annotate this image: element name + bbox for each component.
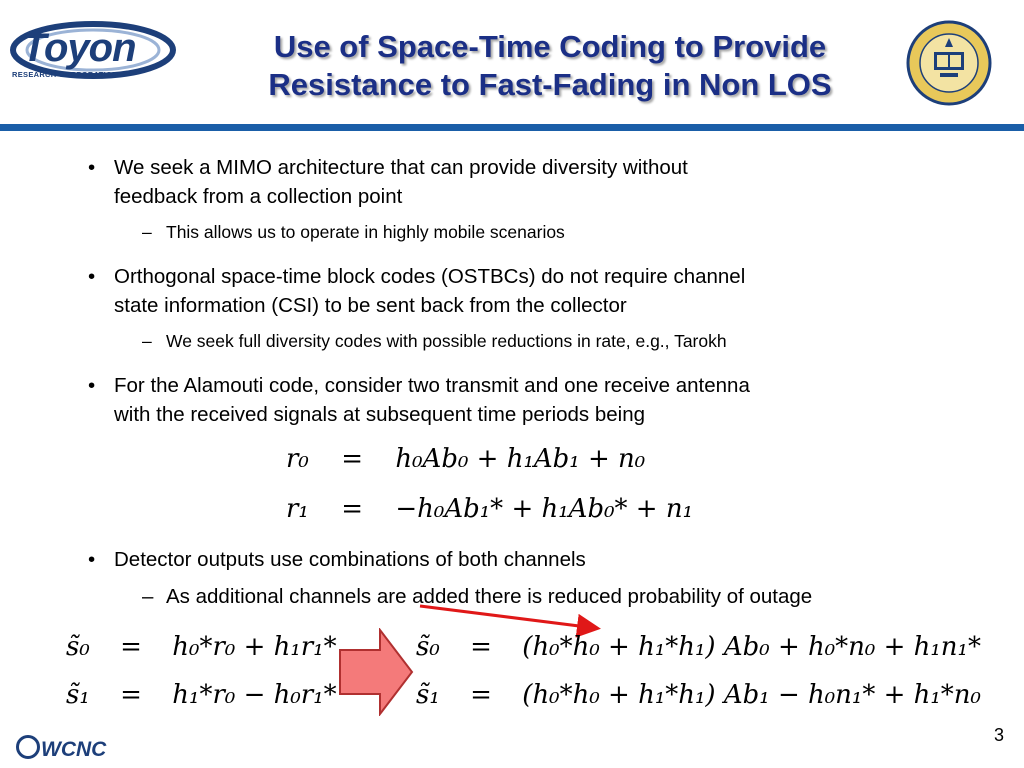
university-seal-icon (904, 20, 994, 106)
bullet-marker: • (88, 265, 96, 288)
equation-lhs: s̃₁ (66, 680, 90, 710)
bullet-line: state information (CSI) to be sent back from the collector (114, 294, 627, 317)
bullet-item (88, 262, 948, 322)
equation-rhs: h₀*r₀ + h₁r₁* (172, 632, 337, 662)
wcnc-ring-icon (16, 735, 40, 759)
bullet-marker: • (88, 374, 96, 397)
bullet-marker: • (88, 548, 96, 571)
dash-marker: – (142, 222, 152, 242)
equation-s1-detector (66, 680, 337, 710)
equation-equals: = (120, 632, 142, 662)
equation-lhs: s̃₁ (416, 680, 440, 710)
sub-bullet-item (142, 329, 1002, 355)
equation-s0-detector (66, 632, 337, 662)
equation-lhs: r₁ (286, 494, 309, 524)
bullet-item (88, 545, 948, 575)
logo-wordmark: Toyon (22, 26, 136, 70)
equation-rhs: h₀Ab₀ + h₁Ab₁ + n₀ (395, 444, 646, 474)
bullet-item (88, 153, 948, 213)
equation-equals: = (470, 680, 492, 710)
equation-equals: = (120, 680, 142, 710)
logo-subtitle: RESEARCH CORPORATION (12, 70, 118, 79)
equation-equals: = (470, 632, 492, 662)
slide-title (200, 28, 900, 104)
bullet-text (114, 153, 934, 211)
bullet-line: For the Alamouti code, consider two transmit and one receive antenna (114, 374, 750, 397)
dash-marker: – (142, 585, 154, 608)
equation-s1-expanded (416, 680, 981, 710)
header-divider (0, 124, 1024, 131)
title-line-2: Resistance to Fast-Fading in Non LOS (268, 67, 832, 102)
sub-bullet-text: This allows us to operate in highly mobile scenarios (166, 222, 565, 242)
bullet-item (88, 371, 948, 431)
equation-rhs: −h₀Ab₁* + h₁Ab₀* + n₁ (395, 494, 693, 524)
equation-equals: = (341, 494, 364, 524)
equation-rhs: (h₀*h₀ + h₁*h₁) Ab₁ − h₀n₁* + h₁*n₀ (522, 680, 981, 710)
bullet-text (114, 262, 934, 320)
title-line-1: Use of Space-Time Coding to Provide (273, 29, 827, 64)
equation-r1 (286, 494, 693, 524)
equation-lhs: s̃₀ (416, 632, 440, 662)
equation-r0 (286, 444, 645, 474)
bullet-text: Detector outputs use combinations of both channels (114, 548, 586, 571)
equation-lhs: r₀ (286, 444, 309, 474)
wcnc-logo-text: WCNC (41, 738, 107, 761)
ucsb-seal (904, 20, 994, 106)
bullet-text (114, 371, 934, 429)
equation-lhs: s̃₀ (66, 632, 90, 662)
sub-bullet-text: We seek full diversity codes with possible reductions in rate, e.g., Tarokh (166, 331, 727, 351)
bullet-marker: • (88, 156, 96, 179)
equation-equals: = (341, 444, 364, 474)
bullet-line: We seek a MIMO architecture that can provide diversity without (114, 156, 688, 179)
bullet-line: with the received signals at subsequent time periods being (114, 403, 646, 426)
dash-marker: – (142, 331, 152, 351)
bullet-line: Orthogonal space-time block codes (OSTBCs) do not require channel (114, 265, 746, 288)
implies-arrow-icon (338, 628, 414, 716)
wcnc-logo (16, 735, 106, 762)
sub-bullet-text: As additional channels are added there is reduced probability of outage (166, 585, 813, 608)
equation-s0-expanded (416, 632, 981, 662)
bullet-line: feedback from a collection point (114, 185, 403, 208)
sub-bullet-item (142, 220, 1002, 246)
equation-rhs: (h₀*h₀ + h₁*h₁) Ab₀ + h₀*n₀ + h₁n₁* (522, 632, 981, 662)
equation-rhs: h₁*r₀ − h₀r₁* (172, 680, 337, 710)
page-number: 3 (994, 725, 1005, 745)
